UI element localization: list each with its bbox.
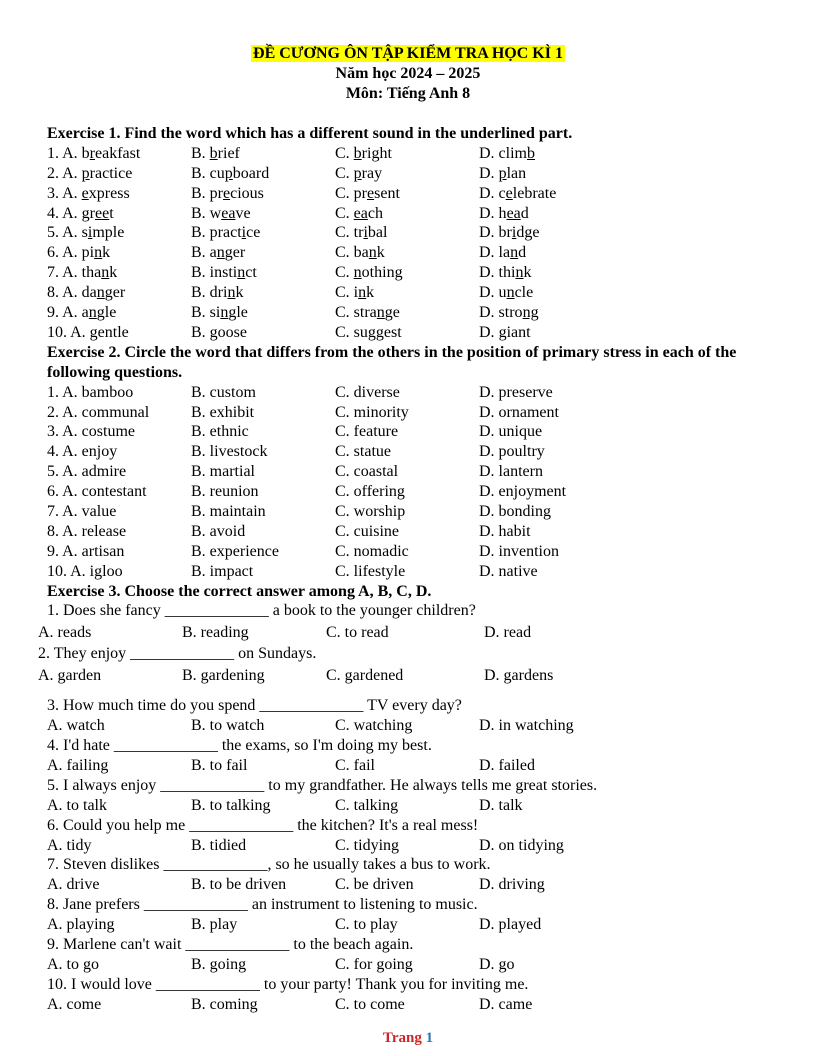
school-year: Năm học 2024 – 2025 [335,65,481,82]
option: B. livestock [191,443,268,461]
exercise-2-list [47,383,787,582]
option: 8. A. release [47,522,127,540]
option: 6. A. pink [47,244,111,262]
question-text: 5. I always enjoy _____________ to my grandfather. He always tells me great stories. [47,776,598,794]
option: D. preserve [479,383,553,401]
option: C. diverse [335,383,400,401]
option: C. talking [335,796,399,814]
document-body [38,124,787,1015]
option: D. giant [479,323,531,341]
option: D. plan [479,164,527,182]
underlined-part: b [527,144,535,162]
question-row [47,502,787,522]
option: D. uncle [479,284,534,302]
option: C. watching [335,717,413,735]
option: 3. A. express [47,184,130,202]
question-text: 8. Jane prefers _____________ an instrument to listening to music. [47,896,478,914]
option: D. invention [479,542,559,560]
option: D. unique [479,423,543,441]
page-footer [0,1030,816,1047]
underlined-part: n [353,264,362,282]
question-text: 9. Marlene can't wait _____________ to the beach again. [47,936,414,954]
question-row [47,323,787,343]
option: C. nomadic [335,542,409,560]
option: B. practice [191,224,261,242]
option: B. gardening [182,667,265,685]
option: B. to watch [191,717,265,735]
underlined-part: r [89,144,95,162]
option: A. playing [47,916,115,934]
underlined-part: n [515,264,524,282]
option: D. played [479,916,542,934]
question-row [47,243,787,263]
option: B. to fail [191,756,248,774]
option: C. fail [335,756,375,774]
option: A. come [47,995,102,1013]
option: B. avoid [191,522,246,540]
option: 10. A. igloo [47,562,123,580]
underlined-part: p [498,164,507,182]
question-row [47,144,787,164]
underlined-part: p [81,164,90,182]
underlined-part: n [88,304,97,322]
question-row [47,204,787,224]
option: C. be driven [335,876,414,894]
option: 3. A. costume [47,423,135,441]
option: B. reunion [191,483,259,501]
option: D. ornament [479,403,559,421]
option: C. to play [335,916,398,934]
options-row [47,875,787,895]
underlined-part: n [227,284,236,302]
option: C. worship [335,502,406,520]
option: A. to go [47,955,99,973]
question-text: 10. I would love _____________ to your party! Thank you for inviting me. [47,975,529,993]
option: 8. A. danger [47,284,126,302]
options-row [47,796,787,816]
option: 5. A. admire [47,463,127,481]
underlined-part: n [506,284,515,302]
option: D. failed [479,756,535,774]
option: C. bright [335,144,392,162]
option: B. single [191,304,248,322]
option: C. tidying [335,836,400,854]
option: 9. A. artisan [47,542,125,560]
option: C. suggest [335,323,402,341]
option: B. precious [191,184,264,202]
option: C. to come [335,995,405,1013]
option: B. anger [191,244,246,262]
exercise-1-list [47,144,787,343]
question-row [47,422,787,442]
subject-line: Môn: Tiếng Anh 8 [345,85,471,102]
option: D. read [484,624,532,642]
option: C. lifestyle [335,562,406,580]
underlined-part: n [96,284,105,302]
option: A. tidy [47,836,92,854]
option: 5. A. simple [47,224,125,242]
underlined-part: n [220,304,229,322]
underlined-part: i [363,224,368,242]
document-title: ĐỀ CƯƠNG ÔN TẬP KIỂM TRA HỌC KÌ 1 [253,45,563,62]
underlined-part: n [237,264,246,282]
underlined-part: g [89,323,98,341]
option: 4. A. enjoy [47,443,118,461]
option: D. lantern [479,463,543,481]
question-text: 3. How much time do you spend _____________ TV every day? [47,697,462,715]
option: B. drink [191,284,244,302]
option: D. on tidying [479,836,564,854]
exercise-2-title: Exercise 2. Circle the word that differs from the others in the position of primary stress in each of the following questions. [47,343,737,381]
option: B. reading [182,624,249,642]
option: B. going [191,955,247,973]
option: C. cuisine [335,522,399,540]
underlined-part: e [81,184,89,202]
underlined-part: ng [522,304,539,322]
option: D. poultry [479,443,545,461]
option: D. celebrate [479,184,557,202]
underlined-part: ea [506,204,521,222]
underlined-part: i [511,224,517,242]
question-row [47,283,787,303]
option: 10. A. gentle [47,323,129,341]
option: 2. A. communal [47,403,150,421]
option: C. nothing [335,264,403,282]
question-row [47,223,787,243]
option: C. each [335,204,383,222]
exercise-1-title: Exercise 1. Find the word which has a different sound in the underlined part. [47,125,573,142]
option: B. custom [191,383,256,401]
option: D. bridge [479,224,540,242]
question-text: 6. Could you help me _____________ the kitchen? It's a real mess! [47,816,479,834]
option: 9. A. angle [47,304,117,322]
underlined-part: ee [95,204,110,222]
option: B. experience [191,542,279,560]
underlined-part: n [368,244,377,262]
underlined-part: g [209,323,218,341]
option: A. reads [38,624,92,642]
page-label: Trang [382,1030,422,1046]
options-row [47,836,787,856]
option: B. maintain [191,502,266,520]
page-number: 1 [425,1030,434,1046]
underlined-part: e [223,184,231,202]
option: A. to talk [47,796,107,814]
underlined-part: n [101,264,110,282]
options-row [47,915,787,935]
option: 1. A. bamboo [47,383,134,401]
question-row [47,482,787,502]
option: B. martial [191,463,255,481]
option: D. climb [479,144,535,162]
options-row [47,716,787,736]
option: D. in watching [479,717,574,735]
option: 1. A. breakfast [47,144,141,162]
question-text: 1. Does she fancy _____________ a book to the younger children? [47,602,476,620]
underlined-part: n [376,304,385,322]
option: C. pray [335,164,383,182]
option: D. head [479,204,529,222]
option: B. goose [191,323,247,341]
option: B. impact [191,562,254,580]
option: C. bank [335,244,385,262]
underlined-part: ea [221,204,236,222]
option: B. play [191,916,238,934]
option: 4. A. greet [47,204,114,222]
option: A. watch [47,717,105,735]
question-row [47,442,787,462]
option: C. strange [335,304,400,322]
option: D. land [479,244,527,262]
option: D. came [479,995,533,1013]
option: D. bonding [479,502,551,520]
option: C. tribal [335,224,388,242]
option: B. instinct [191,264,257,282]
question-row [47,522,787,542]
option: B. coming [191,995,258,1013]
question-row [47,263,787,283]
underlined-part: i [241,224,247,242]
options-row [47,955,787,975]
document-header [0,44,816,104]
question-row [47,462,787,482]
underlined-part: e [505,184,513,202]
underlined-part: p [224,164,233,182]
question-text: 4. I'd hate _____________ the exams, so I'm doing my best. [47,737,432,755]
option: D. enjoyment [479,483,567,501]
option: C. coastal [335,463,399,481]
option: D. think [479,264,532,282]
options-row [47,756,787,776]
underlined-part: n [358,284,367,302]
options-row [38,621,787,644]
option: D. native [479,562,538,580]
question-row [47,184,787,204]
options-row [38,664,787,687]
question-row [47,562,787,582]
question-row [47,542,787,562]
question-row [47,403,787,423]
option: 2. A. practice [47,164,133,182]
option: 7. A. value [47,502,117,520]
option: 6. A. contestant [47,483,147,501]
option: D. driving [479,876,545,894]
option: C. statue [335,443,391,461]
underlined-part: i [87,224,93,242]
options-row [47,995,787,1015]
underlined-part: e [367,184,375,202]
underlined-part: b [209,144,218,162]
option: C. minority [335,403,409,421]
underlined-part: p [353,164,362,182]
underlined-part: g [367,323,376,341]
underlined-part: n [510,244,519,262]
option: C. offering [335,483,405,501]
question-row [47,164,787,184]
option: B. tidied [191,836,247,854]
option: B. exhibit [191,403,255,421]
underlined-part: n [216,244,225,262]
option: A. failing [47,756,109,774]
option: B. to talking [191,796,271,814]
underlined-part: n [94,244,103,262]
question-row [47,383,787,403]
underlined-part: g [498,323,507,341]
option: C. ink [335,284,375,302]
option: 7. A. thank [47,264,118,282]
option: A. drive [47,876,100,894]
option: B. ethnic [191,423,249,441]
exercise-3-list [47,696,787,1014]
option: B. to be driven [191,876,287,894]
question-text: 7. Steven dislikes _____________, so he usually takes a bus to work. [47,856,491,874]
underlined-part: b [353,144,362,162]
option: B. weave [191,204,251,222]
option: D. go [479,955,515,973]
option: D. gardens [484,667,554,685]
option: C. gardened [326,667,404,685]
option: C. to read [326,624,389,642]
exercise-3-title: Exercise 3. Choose the correct answer among A, B, C, D. [47,582,432,600]
underlined-part: ea [353,204,368,222]
option: D. talk [479,796,523,814]
option: C. feature [335,423,399,441]
option: B. cupboard [191,164,270,182]
option: B. brief [191,144,240,162]
option: D. habit [479,522,531,540]
option: C. present [335,184,400,202]
option: D. strong [479,304,539,322]
option: A. garden [38,667,102,685]
question-row [47,303,787,323]
option: C. for going [335,955,413,973]
question-text: 2. They enjoy _____________ on Sundays. [38,645,317,663]
